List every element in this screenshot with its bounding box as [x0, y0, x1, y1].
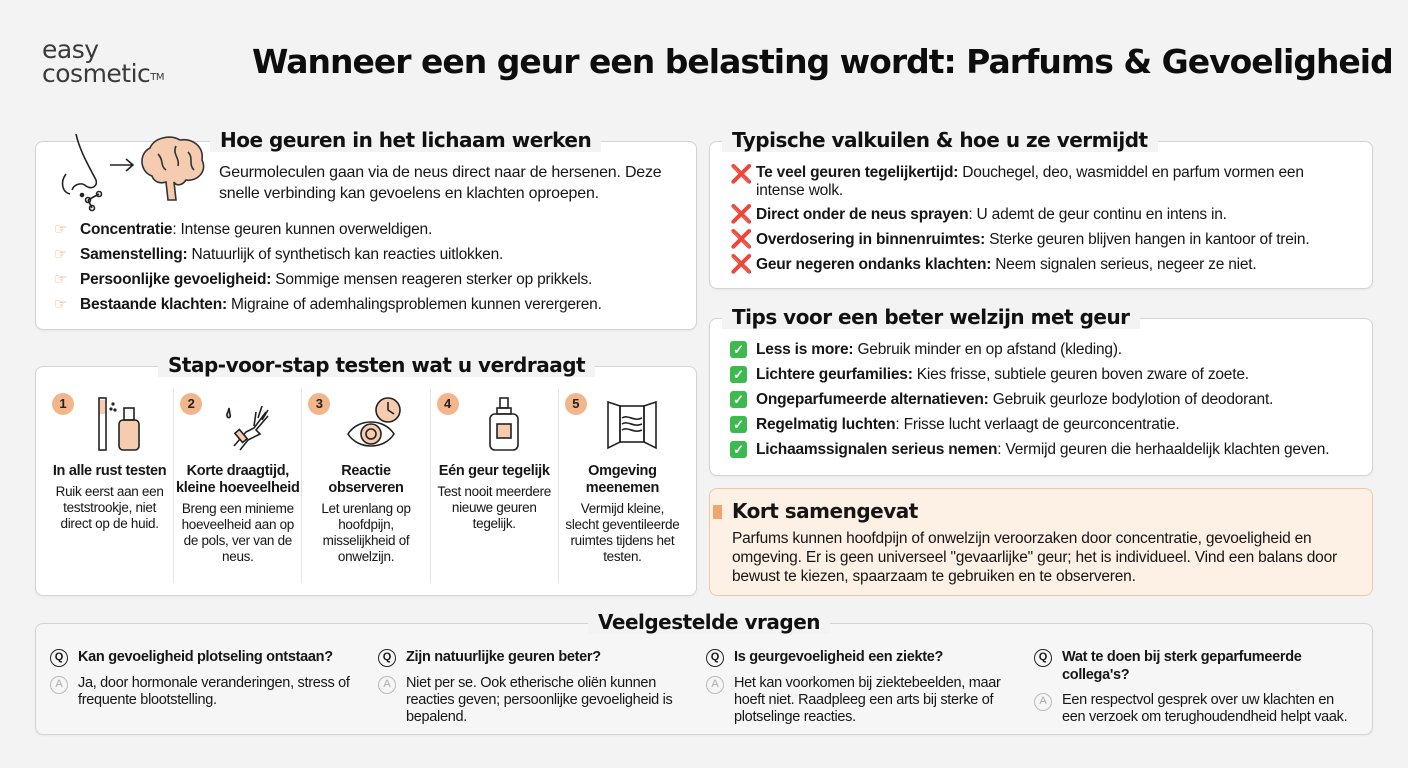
answer-icon: A: [50, 676, 68, 694]
pointing-hand-icon: ☞: [54, 246, 68, 263]
summary-text: Parfums kunnen hoofdpijn of onwelzijn veroorzaken door concentratie, gevoeligheid en omgeving. Er is geen universeel "gevaarlijke" geur; het is individueel. Vind een balans door bewust te kiezen, spaarzaam te gebruiken en te observeren.: [732, 530, 1337, 585]
check-box-icon: ✓: [730, 441, 747, 458]
step-2: [173, 389, 301, 583]
logo-line2: cosmetic: [42, 59, 151, 88]
tips-title: Tips voor een beter welzijn met geur: [722, 305, 1140, 329]
step-title: Omgeving meenemen: [585, 463, 660, 496]
step-title: Reactie observeren: [328, 463, 404, 496]
faq-card: [35, 610, 1373, 735]
how-it-works-title: Hoe geuren in het lichaam werken: [210, 128, 601, 152]
question-icon: Q: [378, 649, 396, 667]
check-box-icon: ✓: [730, 366, 747, 383]
answer-icon: A: [706, 676, 724, 694]
brain-icon: [142, 137, 204, 200]
step-number: 3: [308, 393, 330, 415]
pointing-hand-icon: ☞: [54, 221, 68, 238]
page-title: Wanneer een geur een belasting wordt: Parfums & Gevoeligheid: [252, 42, 1393, 81]
faq-question: Kan gevoeligheid plotseling ontstaan?: [78, 649, 333, 665]
list-item: ☞ Samenstelling: Natuurlijk of synthetisch kan reacties uitlokken.: [54, 246, 504, 263]
arrow-right-icon: [110, 159, 133, 171]
step-number: 2: [180, 393, 202, 415]
pitfalls-title: Typische valkuilen & hoe u ze vermijdt: [722, 128, 1158, 152]
list-item: ☞ Concentratie: Intense geuren kunnen overweldigen.: [54, 221, 433, 238]
faq-question: Is geurgevoeligheid een ziekte?: [734, 649, 944, 665]
pitfalls-card: [709, 128, 1373, 289]
step-title: Eén geur tegelijk: [438, 463, 550, 479]
list-item: ☞ Bestaande klachten: Migraine of ademhalingsproblemen kunnen verergeren.: [54, 296, 602, 313]
list-item: ❌ Te veel geuren tegelijkertijd: Douchegel, deo, wasmiddel en parfum vormen een intense wolk.: [730, 164, 1304, 199]
step-1: [46, 389, 173, 583]
brand-logo: [42, 35, 165, 88]
nose-icon: [63, 134, 102, 211]
faq-answer: Ja, door hormonale veranderingen, stress of frequente blootstelling.: [78, 675, 350, 708]
step-text: Vermijd kleine, slecht geventileerde ruimtes tijdens het testen.: [565, 501, 680, 564]
question-icon: Q: [706, 649, 724, 667]
list-item: ✓ Lichtere geurfamilies: Kies frisse, subtiele geuren boven zware of zoete.: [730, 364, 1358, 385]
faq-item: [706, 648, 1034, 726]
steps-title: Stap-voor-stap testen wat u verdraagt: [158, 353, 595, 377]
answer-icon: A: [1034, 693, 1052, 711]
check-box-icon: ✓: [730, 341, 747, 358]
step-text: Ruik eerst aan een teststrookje, niet direct op de huid.: [55, 484, 164, 531]
pitfalls-list: [730, 164, 1352, 279]
trademark: TM: [150, 72, 165, 83]
how-it-works-list: [54, 219, 602, 319]
x-mark-icon: ❌: [730, 164, 753, 184]
tips-list: [730, 339, 1358, 464]
step-5: [558, 389, 686, 583]
pointing-hand-icon: ☞: [54, 271, 68, 288]
list-item: ❌ Direct onder de neus sprayen: U ademt de geur continu en intens in.: [730, 204, 1227, 224]
how-it-works-intro: Geurmoleculen gaan via de neus direct naar de hersenen. Deze snelle verbinding kan gevoelens en klachten oproepen.: [219, 164, 662, 202]
step-text: Breng een minieme hoeveelheid aan op de pols, ver van de neus.: [181, 501, 295, 564]
list-item: ✓ Regelmatig luchten: Frisse lucht verlaagt de geurconcentratie.: [730, 414, 1358, 435]
tips-card: [709, 305, 1373, 476]
step-number: 5: [565, 393, 587, 415]
question-icon: Q: [50, 649, 68, 667]
check-box-icon: ✓: [730, 391, 747, 408]
step-4: [430, 389, 558, 583]
step-number: 4: [437, 393, 459, 415]
pointing-hand-icon: ☞: [54, 296, 68, 313]
step-number: 1: [52, 393, 74, 415]
steps-card: [35, 353, 697, 596]
faq-item: [50, 648, 378, 726]
list-item: ☞ Persoonlijke gevoeligheid: Sommige mensen reageren sterker op prikkels.: [54, 271, 593, 288]
how-it-works-card: [35, 128, 697, 330]
faq-item: [378, 648, 706, 726]
faq-title: Veelgestelde vragen: [588, 610, 830, 634]
step-text: Test nooit meerdere nieuwe geuren tegelijk.: [437, 484, 552, 531]
faq-answer: Een respectvol gesprek over uw klachten en een verzoek om terughoudendheid helpt vaak.: [1062, 692, 1348, 725]
x-mark-icon: ❌: [730, 229, 753, 249]
x-mark-icon: ❌: [730, 204, 753, 224]
list-item: ✓ Lichaamssignalen serieus nemen: Vermijd geuren die herhaaldelijk klachten geven.: [730, 439, 1358, 460]
faq-item: [1034, 648, 1362, 726]
step-text: Let urenlang op hoofdpijn, misselijkheid of onwelzijn.: [321, 501, 411, 564]
logo-line1: easy: [42, 35, 99, 64]
x-mark-icon: ❌: [730, 254, 753, 274]
list-item: ✓ Less is more: Gebruik minder en op afstand (kleding).: [730, 339, 1358, 360]
step-3: [301, 389, 429, 583]
list-item: ❌ Overdosering in binnenruimtes: Sterke geuren blijven hangen in kantoor of trein.: [730, 229, 1310, 249]
faq-answer: Het kan voorkomen bij ziektebeelden, maar hoeft niet. Raadpleeg een arts bij sterke of plotselinge reacties.: [734, 675, 1001, 725]
nose-brain-illustration: [54, 132, 224, 212]
step-title: Korte draagtijd, kleine hoeveelheid: [176, 463, 300, 496]
list-item: ✓ Ongeparfumeerde alternatieven: Gebruik geurloze bodylotion of deodorant.: [730, 389, 1358, 410]
answer-icon: A: [378, 676, 396, 694]
faq-question: Zijn natuurlijke geuren beter?: [406, 649, 601, 665]
check-box-icon: ✓: [730, 416, 747, 433]
summary-box: [709, 488, 1373, 596]
list-item: ❌ Geur negeren ondanks klachten: Neem signalen serieus, negeer ze niet.: [730, 254, 1257, 274]
faq-question: Wat te doen bij sterk geparfumeerde collega's?: [1062, 649, 1302, 683]
accent-bar: [713, 505, 722, 519]
summary-title: Kort samengevat: [732, 499, 918, 523]
question-icon: Q: [1034, 649, 1052, 667]
faq-answer: Niet per se. Ook etherische oliën kunnen reacties geven; persoonlijke gevoeligheid is bepalend.: [406, 675, 673, 725]
step-title: In alle rust testen: [52, 463, 167, 479]
